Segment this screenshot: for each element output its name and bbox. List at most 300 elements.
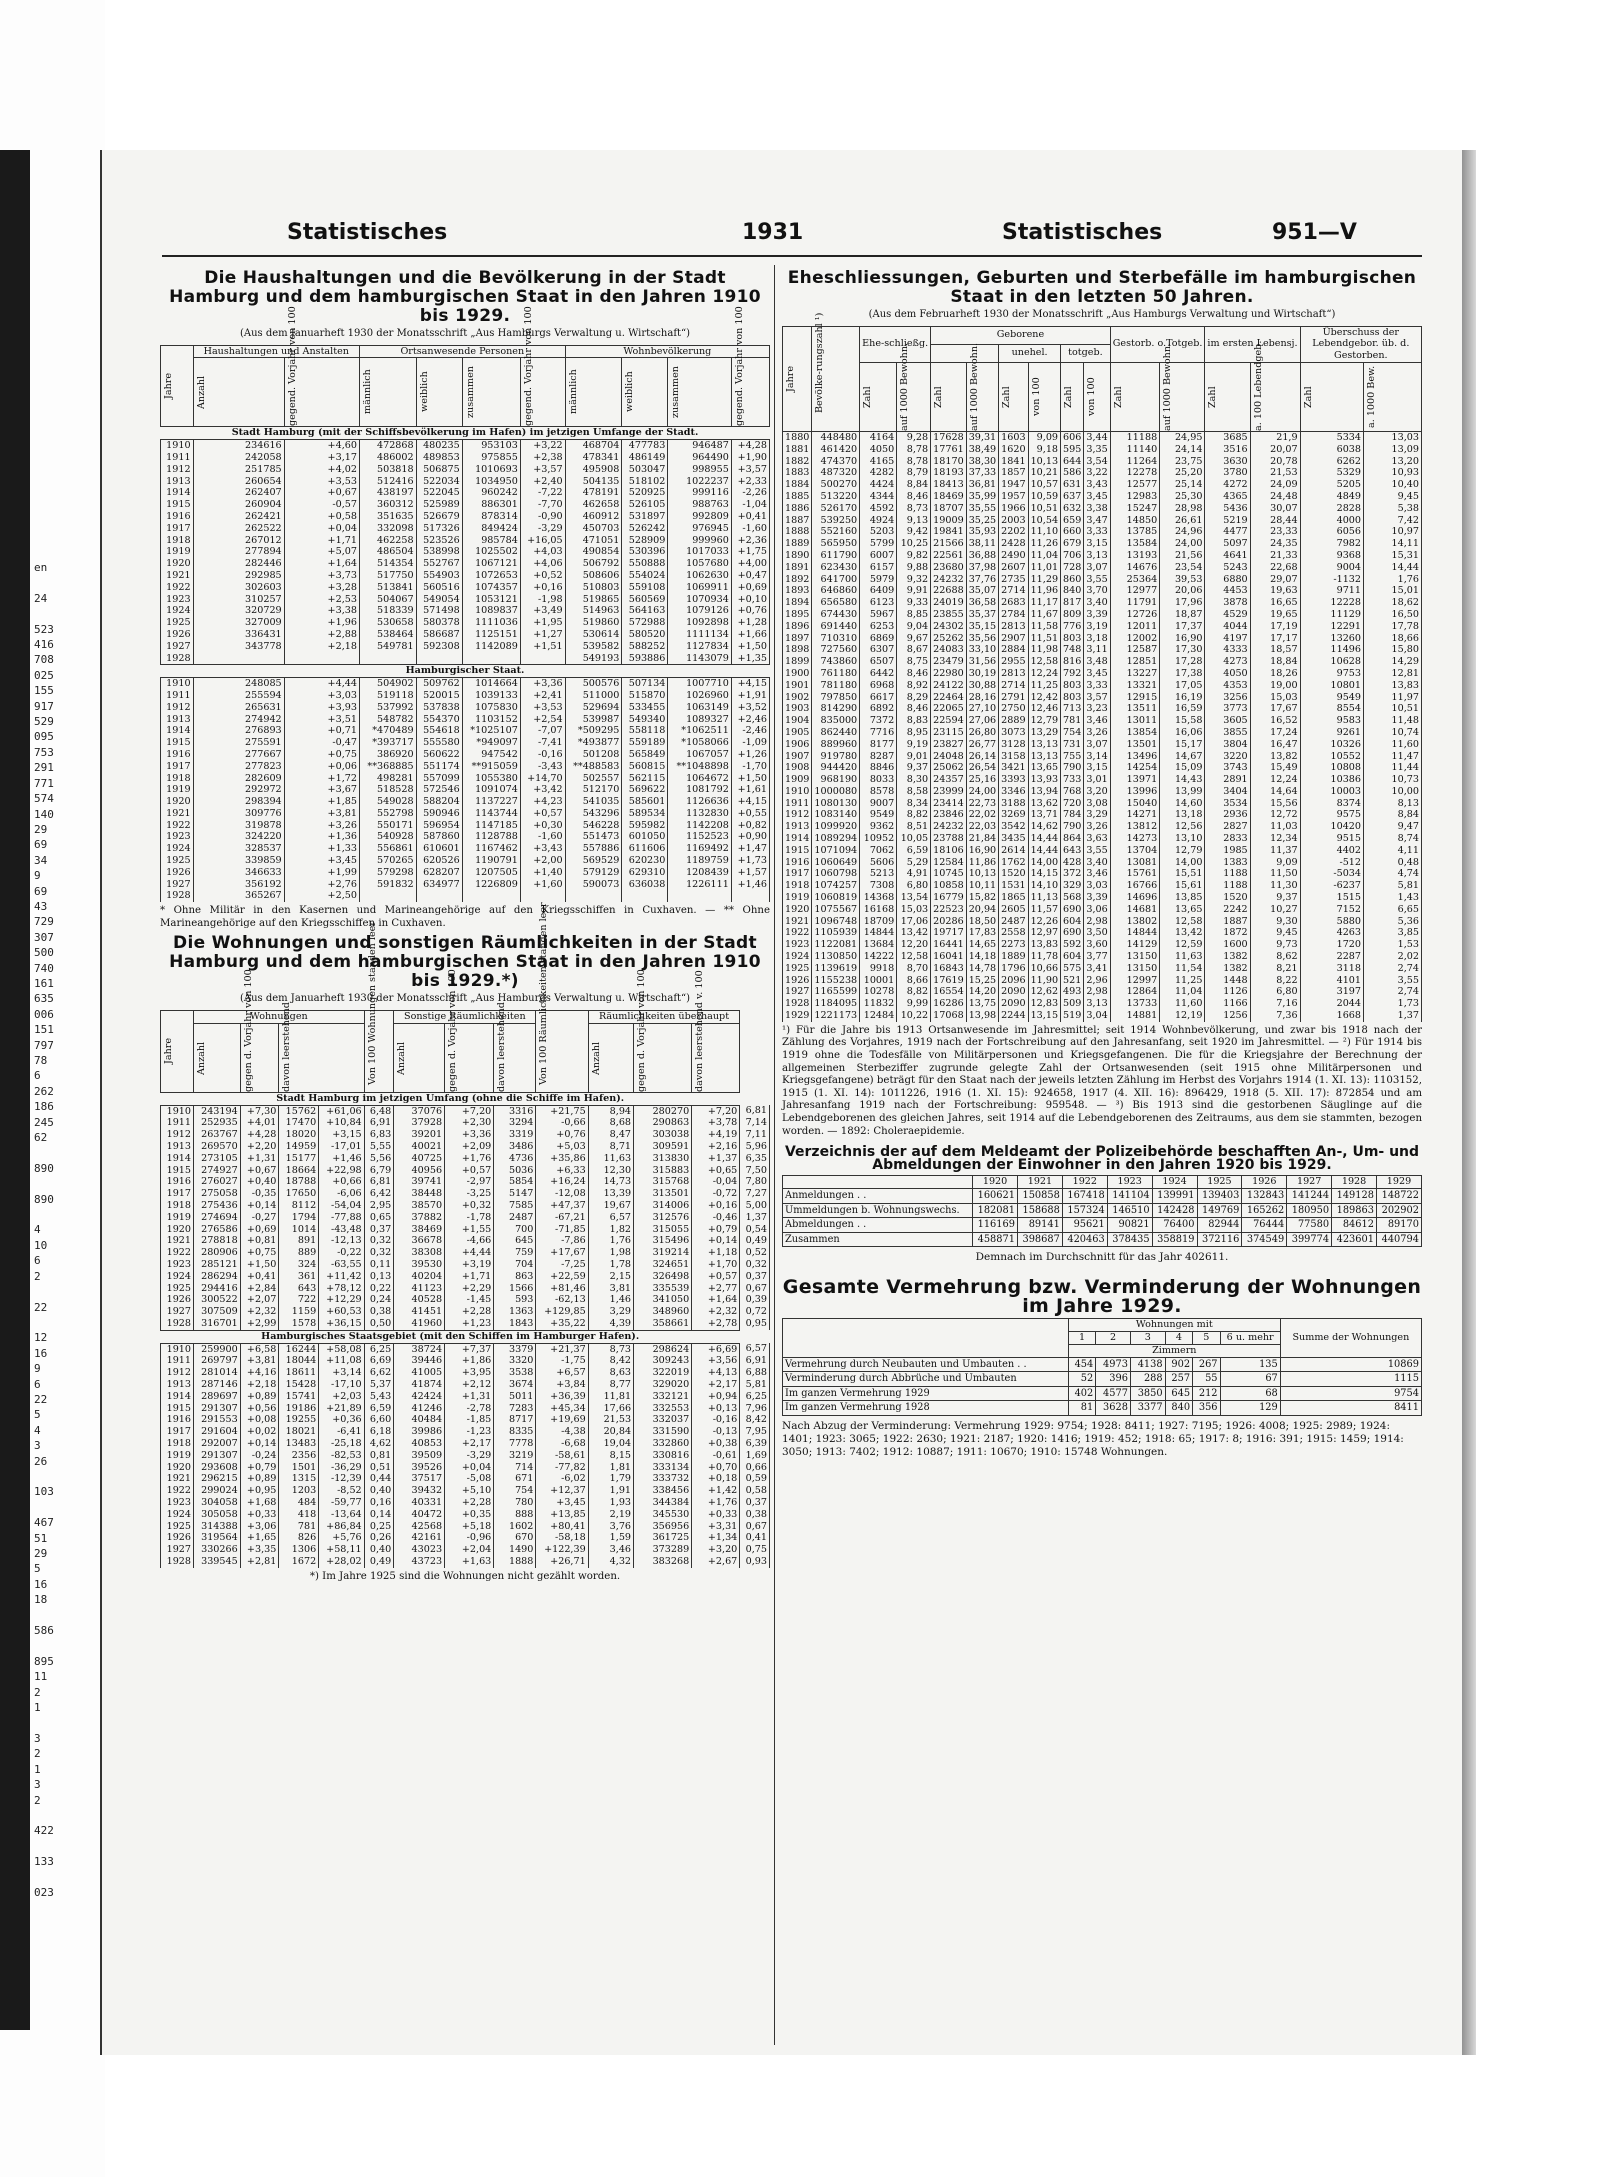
table-cell: 428 — [1061, 857, 1084, 869]
table-cell: -12,08 — [536, 1188, 588, 1200]
table-cell: 3256 — [1205, 692, 1250, 704]
table-cell: 11496 — [1300, 644, 1363, 656]
table-cell: 2889 — [999, 715, 1028, 727]
table-cell: 10420 — [1300, 821, 1363, 833]
table-cell: +21,75 — [536, 1105, 588, 1117]
table-cell: +6,57 — [536, 1367, 588, 1379]
table-cell: 1668 — [1300, 1010, 1363, 1022]
table-cell: 4973 — [1096, 1357, 1131, 1372]
table-cell: 472868 — [359, 440, 416, 452]
table-cell: 21,84 — [966, 833, 998, 845]
table-cell: 517750 — [359, 570, 416, 582]
table-cell: 15,31 — [1364, 550, 1422, 562]
table-cell: 37,76 — [966, 574, 998, 586]
table-cell: 26,61 — [1160, 515, 1205, 527]
table-cell: 40725 — [394, 1153, 445, 1165]
table-cell: 1207505 — [462, 867, 520, 879]
table-cell: 319564 — [194, 1532, 241, 1544]
table-cell: 4402 — [1300, 845, 1363, 857]
table-cell: 13812 — [1110, 821, 1159, 833]
table-cell: 1923 — [161, 831, 194, 843]
table-cell: 7308 — [860, 880, 897, 892]
table-cell: 9549 — [860, 809, 897, 821]
table-cell: 13321 — [1110, 680, 1159, 692]
table-cell: -6,06 — [319, 1188, 364, 1200]
table-cell: 2,02 — [1364, 951, 1422, 963]
table-cell: 149769 — [1197, 1203, 1242, 1218]
table-cell: 157324 — [1062, 1203, 1107, 1218]
table-cell: 539987 — [565, 714, 622, 726]
table-cell: -7,41 — [520, 737, 565, 749]
dwellings-row — [161, 1224, 770, 1236]
table-cell: 14271 — [1110, 809, 1159, 821]
growth-table: Wohnungen mit Summe der Wohnungen 1 2 3 4 5 6 u. mehr Zimmern Vermehrung durch Neubauten und Umbauten . . 454 4973 4138 902 267 135 10869 Verminderung durch Abbrüche und Umbauten 52 396 288 257 55 67 1115 Im ganzen Vermehrung 1929 402 4577 3850 645 212 68 9754 Im ganzen Vermehrung 1928 81 3628 3377 840 356 129 8411 — [782, 1318, 1422, 1415]
table-cell: 495908 — [565, 464, 622, 476]
table-cell: 14696 — [1110, 892, 1159, 904]
table-cell: 1911 — [161, 1117, 194, 1129]
table-cell: 288 — [1130, 1372, 1165, 1387]
table-cell: +3,28 — [284, 582, 359, 594]
table-cell: 558118 — [622, 725, 668, 737]
table-cell: 501208 — [565, 749, 622, 761]
table-cell: +3,53 — [284, 476, 359, 488]
table-cell — [520, 890, 565, 902]
table-cell: 590073 — [565, 879, 622, 891]
table-cell: 17,17 — [1250, 633, 1300, 645]
table-cell: 486149 — [622, 452, 668, 464]
table-cell: +1,71 — [445, 1271, 494, 1283]
table-cell: +2,07 — [240, 1294, 279, 1306]
table-cell: 579298 — [359, 867, 416, 879]
table-cell: 706 — [1061, 550, 1084, 562]
table-cell: 731 — [1061, 739, 1084, 751]
table-cell: 8,74 — [1364, 833, 1422, 845]
table-cell: 16,65 — [1250, 597, 1300, 609]
table-cell: +0,55 — [731, 808, 769, 820]
table-cell: 1910 — [161, 1105, 194, 1117]
households-row — [161, 796, 770, 808]
table-cell: 14,00 — [1028, 857, 1060, 869]
table-cell: 11,48 — [1364, 715, 1422, 727]
table-cell: 4529 — [1205, 609, 1250, 621]
table-cell: +0,36 — [319, 1414, 364, 1426]
table-cell: 1927 — [161, 1544, 194, 1556]
table-cell: 623430 — [812, 562, 860, 574]
table-cell — [462, 653, 520, 665]
table-cell: 141104 — [1107, 1189, 1152, 1204]
table-cell: 17,66 — [588, 1403, 633, 1415]
table-cell: 31,56 — [966, 656, 998, 668]
table-cell: +0,81 — [240, 1235, 279, 1247]
table-cell: 9,42 — [897, 526, 931, 538]
table-cell: 580520 — [622, 629, 668, 641]
table-cell: 3855 — [1205, 727, 1250, 739]
table-cell: 1926 — [161, 629, 194, 641]
dwellings-row — [161, 1438, 770, 1450]
table-cell: 1889 — [783, 538, 812, 550]
table-cell: 1923 — [161, 1497, 194, 1509]
table-cell: 569622 — [622, 784, 668, 796]
table-cell: 0,14 — [364, 1509, 394, 1521]
table-cell: 3220 — [1205, 751, 1250, 763]
dwellings-row — [161, 1259, 770, 1271]
table-cell: 1892 — [783, 574, 812, 586]
table-cell: 3346 — [999, 786, 1028, 798]
table-cell: 12726 — [1110, 609, 1159, 621]
table-cell: 964490 — [668, 452, 731, 464]
table-cell: 2044 — [1300, 998, 1363, 1010]
table-cell: 1915 — [161, 499, 194, 511]
dwellings-source: (Aus dem Januarheft 1930 der Monatsschrift „Aus Hamburgs Verwaltung u. Wirtschaft“) — [239, 993, 691, 1005]
table-cell: 3269 — [999, 809, 1028, 821]
table-cell: 35,37 — [966, 609, 998, 621]
table-cell: -0,13 — [692, 1426, 740, 1438]
table-cell: 768 — [1061, 786, 1084, 798]
table-cell: 248085 — [193, 678, 284, 690]
table-cell: 9,32 — [897, 574, 931, 586]
table-cell: +3,84 — [536, 1379, 588, 1391]
table-cell: 14,78 — [966, 963, 998, 975]
table-cell: 7585 — [494, 1200, 536, 1212]
table-cell: 754 — [494, 1485, 536, 1497]
table-cell: 9,01 — [897, 751, 931, 763]
table-cell: 2714 — [999, 585, 1028, 597]
table-cell: 11,96 — [1028, 585, 1060, 597]
table-cell: 14,29 — [1364, 656, 1422, 668]
table-cell: 480235 — [416, 440, 462, 452]
table-cell: 12,72 — [1250, 809, 1300, 821]
table-cell: 1,73 — [1364, 998, 1422, 1010]
table-cell: 15,03 — [897, 904, 931, 916]
table-cell: 3,54 — [1084, 456, 1110, 468]
table-cell: 6,59 — [897, 845, 931, 857]
table-cell: 487320 — [812, 467, 860, 479]
households-row — [161, 843, 770, 855]
table-cell: 296215 — [194, 1473, 241, 1485]
table-cell: 3,13 — [1084, 550, 1110, 562]
table-cell: 1127834 — [668, 641, 731, 653]
table-cell: 0,67 — [740, 1521, 770, 1533]
year-header: 1923 — [1107, 1176, 1152, 1189]
rooms-header: 5 — [1193, 1331, 1220, 1344]
table-cell: +0,76 — [731, 605, 769, 617]
table-cell: +0,71 — [284, 725, 359, 737]
table-cell: 1907 — [783, 751, 812, 763]
table-cell — [731, 890, 769, 902]
table-cell: 23999 — [931, 786, 967, 798]
table-cell: 1928 — [161, 1556, 194, 1568]
table-cell: +2,77 — [692, 1283, 740, 1295]
table-cell: +2,16 — [692, 1141, 740, 1153]
table-cell: +1,63 — [445, 1556, 494, 1568]
table-cell: 1147185 — [462, 820, 520, 832]
table-cell: 3219 — [494, 1450, 536, 1462]
dwellings-row — [161, 1379, 770, 1391]
table-cell: 38570 — [394, 1200, 445, 1212]
table-cell: 10,51 — [1028, 503, 1060, 515]
table-cell: 727560 — [812, 644, 860, 656]
table-cell: +36,39 — [536, 1391, 588, 1403]
table-cell: +2,53 — [284, 594, 359, 606]
table-cell: 761180 — [812, 668, 860, 680]
table-cell: 975855 — [462, 452, 520, 464]
table-cell: +1,33 — [284, 843, 359, 855]
table-cell: 35,93 — [966, 526, 998, 538]
table-cell: 291553 — [194, 1414, 241, 1426]
table-cell: 1916 — [161, 1414, 194, 1426]
table-cell: 1143079 — [668, 653, 731, 665]
table-cell: 9,45 — [1364, 491, 1422, 503]
table-cell: +0,52 — [520, 570, 565, 582]
table-cell: 5,81 — [740, 1379, 770, 1391]
table-cell: 19841 — [931, 526, 967, 538]
table-cell: 518528 — [359, 784, 416, 796]
table-cell: 287146 — [194, 1379, 241, 1391]
table-cell: 710310 — [812, 633, 860, 645]
table-cell: 0,72 — [740, 1306, 770, 1318]
table-cell: 1926 — [161, 1294, 194, 1306]
table-cell: 1531 — [999, 880, 1028, 892]
table-cell: 1925 — [161, 617, 194, 629]
table-cell: 797850 — [812, 692, 860, 704]
table-cell: 1885 — [783, 491, 812, 503]
table-cell: 1920 — [161, 796, 194, 808]
table-cell: -6,41 — [319, 1426, 364, 1438]
dwellings-row — [161, 1129, 770, 1141]
table-cell: 3,47 — [1084, 515, 1110, 527]
table-cell: *393717 — [359, 737, 416, 749]
table-cell: 8335 — [494, 1426, 536, 1438]
table-cell: 42161 — [394, 1532, 445, 1544]
table-cell: 0,22 — [364, 1283, 394, 1295]
table-cell: +2,38 — [520, 452, 565, 464]
table-cell: 5,36 — [1364, 916, 1422, 928]
table-cell: 2955 — [999, 656, 1028, 668]
table-cell: 3780 — [1205, 467, 1250, 479]
table-cell: 8,22 — [1250, 975, 1300, 987]
table-cell: +0,14 — [240, 1438, 279, 1450]
table-cell: +0,08 — [240, 1414, 279, 1426]
table-cell: 902 — [1165, 1357, 1192, 1372]
table-cell: +3,95 — [445, 1367, 494, 1379]
table-cell: 1947 — [999, 479, 1028, 491]
table-cell: -0,47 — [284, 737, 359, 749]
table-cell: 13496 — [1110, 751, 1159, 763]
table-cell: 16,47 — [1250, 739, 1300, 751]
table-cell: +1,50 — [731, 641, 769, 653]
table-cell: 1,59 — [588, 1532, 633, 1544]
table-cell: 25262 — [931, 633, 967, 645]
table-cell: +3,78 — [692, 1117, 740, 1129]
table-cell: 21,53 — [1250, 467, 1300, 479]
table-cell: +3,53 — [520, 702, 565, 714]
table-cell: 3073 — [999, 727, 1028, 739]
table-cell: +7,20 — [692, 1105, 740, 1117]
table-cell: 12,20 — [897, 939, 931, 951]
table-cell: 1922 — [783, 927, 812, 939]
table-cell: +5,10 — [445, 1485, 494, 1497]
table-cell: 526679 — [416, 511, 462, 523]
table-cell: 13,10 — [1160, 833, 1205, 845]
table-cell: Verminderung durch Abbrüche und Umbauten — [783, 1372, 1069, 1387]
table-cell: 6007 — [860, 550, 897, 562]
table-cell: 25,16 — [966, 774, 998, 786]
dwellings-row — [161, 1544, 770, 1556]
marriages-row — [783, 880, 1422, 892]
table-cell: -0,61 — [692, 1450, 740, 1462]
table-cell: 13,75 — [966, 998, 998, 1010]
table-cell: 1916 — [161, 511, 194, 523]
table-cell: 37517 — [394, 1473, 445, 1485]
table-cell: 243194 — [194, 1105, 241, 1117]
table-cell: 2,74 — [1364, 986, 1422, 998]
table-cell: 565849 — [622, 749, 668, 761]
table-cell: 2891 — [1205, 774, 1250, 786]
table-cell: 4044 — [1205, 621, 1250, 633]
table-cell: 16041 — [931, 951, 967, 963]
table-cell: 378435 — [1107, 1232, 1152, 1247]
table-cell: -25,18 — [319, 1438, 364, 1450]
table-cell: -43,48 — [319, 1224, 364, 1236]
table-cell: 55 — [1193, 1372, 1220, 1387]
table-cell: 18193 — [931, 467, 967, 479]
table-cell: 8,67 — [897, 644, 931, 656]
table-cell: 520925 — [622, 487, 668, 499]
table-cell: 37,33 — [966, 467, 998, 479]
table-cell: 302603 — [193, 582, 284, 594]
table-cell: 1921 — [161, 570, 194, 582]
table-cell: 596954 — [416, 820, 462, 832]
table-cell: 16168 — [860, 904, 897, 916]
table-cell: 39741 — [394, 1176, 445, 1188]
table-cell: 1914 — [161, 1153, 194, 1165]
running-header — [102, 220, 1462, 260]
table-cell: 25,30 — [1160, 491, 1205, 503]
table-cell: 6,81 — [364, 1176, 394, 1188]
table-cell: 1000080 — [812, 786, 860, 798]
table-cell: 1918 — [161, 535, 194, 547]
table-cell: 324220 — [193, 831, 284, 843]
table-cell: 8,15 — [588, 1450, 633, 1462]
table-cell: 7372 — [860, 715, 897, 727]
table-cell: -6,02 — [536, 1473, 588, 1485]
table-cell: 552798 — [359, 808, 416, 820]
marriages-row — [783, 857, 1422, 869]
table-cell: 14881 — [1110, 1010, 1159, 1022]
table-cell: -63,55 — [319, 1259, 364, 1271]
households-row — [161, 678, 770, 690]
table-cell: 523526 — [416, 535, 462, 547]
table-cell: 0,24 — [364, 1294, 394, 1306]
table-cell: +3,51 — [284, 714, 359, 726]
table-cell: 3,46 — [1084, 868, 1110, 880]
households-row — [161, 452, 770, 464]
dwellings-row — [161, 1294, 770, 1306]
table-cell: 518339 — [359, 605, 416, 617]
table-cell: 15,61 — [1160, 880, 1205, 892]
table-cell: 888 — [494, 1509, 536, 1521]
table-cell: 9,37 — [897, 762, 931, 774]
table-cell: 11,25 — [1160, 975, 1205, 987]
table-cell: 10,74 — [1364, 727, 1422, 739]
table-cell: 35,15 — [966, 621, 998, 633]
table-cell: 8,73 — [588, 1343, 633, 1355]
table-cell: 276893 — [193, 725, 284, 737]
table-cell: +12,29 — [319, 1294, 364, 1306]
table-cell: +4,19 — [692, 1129, 740, 1141]
table-cell: 12,97 — [1028, 927, 1060, 939]
households-row — [161, 617, 770, 629]
table-cell: 314006 — [634, 1200, 692, 1212]
table-cell: 554370 — [416, 714, 462, 726]
table-cell: 1189759 — [668, 855, 731, 867]
table-cell: 4165 — [860, 456, 897, 468]
marriages-footnote: ¹) Für die Jahre bis 1913 Ortsanwesende im Jahresmittel; seit 1914 Wohnbevölkerung, und zwar bis 1918 nach der Zählung des Vorjahres, 1919 nach der Fortschreibung auf den Jahresanfang, seit 1920 im Jahresmittel. — ²) Für 1914 bis 1919 ohne die Todesfälle von Militärpersonen und Kriegsgefangenen. Die für die Kriegsjahre der Berechnung der allgemeinen Sterbeziffer zugrunde gelegte Zahl der Ortsanwesenden (seit 1915 ohne Militärpersonen und Kriegsgefangene) beträgt für den Staat nach der jeweils letzten Zählung im Herbst des Vorjahrs 1914 (1. XI. 13): 1103152, 1915 (1. XI. 14): 1011226, 1916 (1. XI. 15): 924658, 1917 (4. XII. 16): 896429, 1918 (5. XII. 17): 872854 und am Jahresanfang 1919 nach der Fortschreibung: 959548. — ³) Bis 1913 sind die gestorbenen Säuglinge auf die Lebendgeborenen des gleichen Jahres, seit 1914 auf die Lebendgeborenen des Zeitraums, aus dem sie stammten, bezogen worden. — 1892: Choleraepidemie. — [782, 1024, 1422, 1137]
table-cell: -2,97 — [445, 1176, 494, 1188]
table-cell: 1881 — [783, 444, 812, 456]
table-cell: 1014 — [279, 1224, 319, 1236]
table-cell: 659 — [1061, 515, 1084, 527]
table-cell: 2202 — [999, 526, 1028, 538]
table-cell: 3,39 — [1084, 892, 1110, 904]
table-cell: 309776 — [193, 808, 284, 820]
dwellings-row — [161, 1283, 770, 1295]
table-cell: 674430 — [812, 609, 860, 621]
growth-row — [783, 1401, 1422, 1416]
table-cell: 1923 — [783, 939, 812, 951]
households-row — [161, 499, 770, 511]
rooms-header: 3 — [1130, 1331, 1165, 1344]
table-cell: 0,75 — [740, 1544, 770, 1556]
table-cell: 13260 — [1300, 633, 1363, 645]
table-cell: 720 — [1061, 798, 1084, 810]
table-cell: 629310 — [622, 867, 668, 879]
table-cell: 478341 — [565, 452, 622, 464]
table-cell: 1034950 — [462, 476, 520, 488]
table-cell: 13193 — [1110, 550, 1159, 562]
table-cell: 8,42 — [740, 1414, 770, 1426]
table-cell: 361 — [279, 1271, 319, 1283]
table-cell: 1126636 — [668, 796, 731, 808]
table-cell: 1306 — [279, 1544, 319, 1556]
table-cell: 4641 — [1205, 550, 1250, 562]
rooms-header: 2 — [1096, 1331, 1131, 1344]
table-cell: -62,13 — [536, 1294, 588, 1306]
table-cell: 8,21 — [1250, 963, 1300, 975]
table-cell: 3,01 — [1084, 774, 1110, 786]
table-cell: 628207 — [416, 867, 462, 879]
table-cell: 374549 — [1242, 1232, 1287, 1247]
table-cell: +1,64 — [692, 1294, 740, 1306]
table-cell: 592 — [1061, 939, 1084, 951]
table-cell: 27,06 — [966, 715, 998, 727]
table-cell: 291604 — [194, 1426, 241, 1438]
section-city: Stadt Hamburg (mit der Schiffsbevölkerung im Hafen) im jetzigen Umfange der Stadt. — [161, 427, 770, 440]
table-cell: +1,42 — [692, 1485, 740, 1497]
table-cell: 260904 — [193, 499, 284, 511]
table-cell: 1069911 — [668, 582, 731, 594]
table-cell: 9,19 — [897, 739, 931, 751]
table-cell: 11,37 — [1250, 845, 1300, 857]
table-cell: 399774 — [1287, 1232, 1332, 1247]
marriages-row — [783, 644, 1422, 656]
table-cell: 9,82 — [897, 550, 931, 562]
table-cell: 1918 — [161, 1200, 194, 1212]
table-cell: 39,53 — [1160, 574, 1205, 586]
table-cell: +4,00 — [731, 558, 769, 570]
table-cell: 3393 — [999, 774, 1028, 786]
table-cell: -12,39 — [319, 1473, 364, 1485]
